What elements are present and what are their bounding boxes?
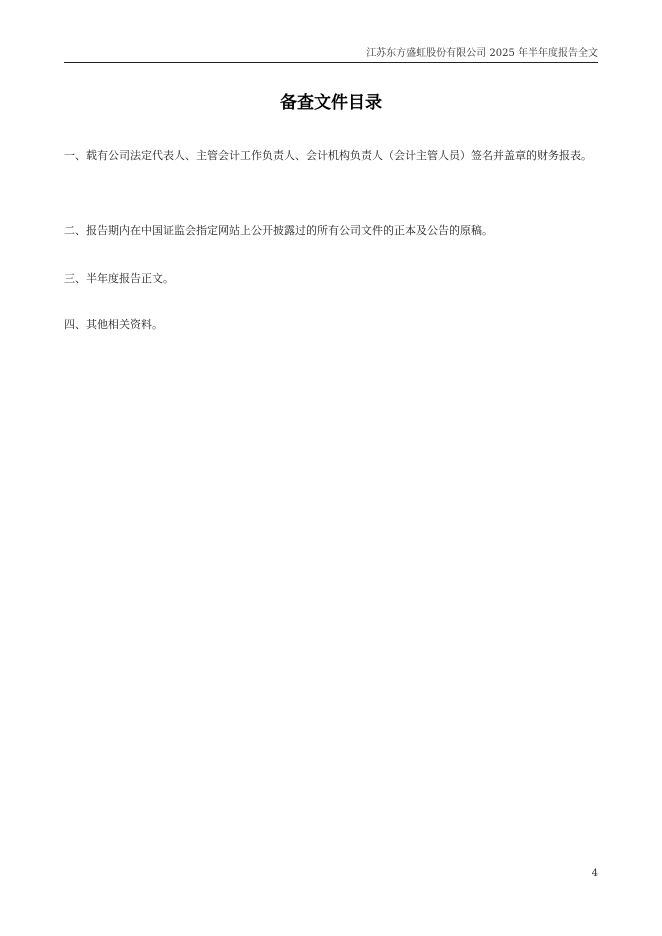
reference-document-item: 一、载有公司法定代表人、主管会计工作负责人、会计机构负责人（会计主管人员）签名并盖章的财务报表。: [64, 149, 592, 162]
reference-document-item: 二、报告期内在中国证监会指定网站上公开披露过的所有公司文件的正本及公告的原稿。: [64, 224, 493, 237]
page-number: 4: [591, 868, 598, 879]
header-divider: [64, 62, 598, 63]
reference-document-item: 三、半年度报告正文。: [64, 272, 174, 285]
reference-document-item: 四、其他相关资料。: [64, 318, 163, 331]
running-header: 江苏东方盛虹股份有限公司 2025 年半年度报告全文: [366, 48, 598, 59]
page-title: 备查文件目录: [280, 93, 382, 113]
